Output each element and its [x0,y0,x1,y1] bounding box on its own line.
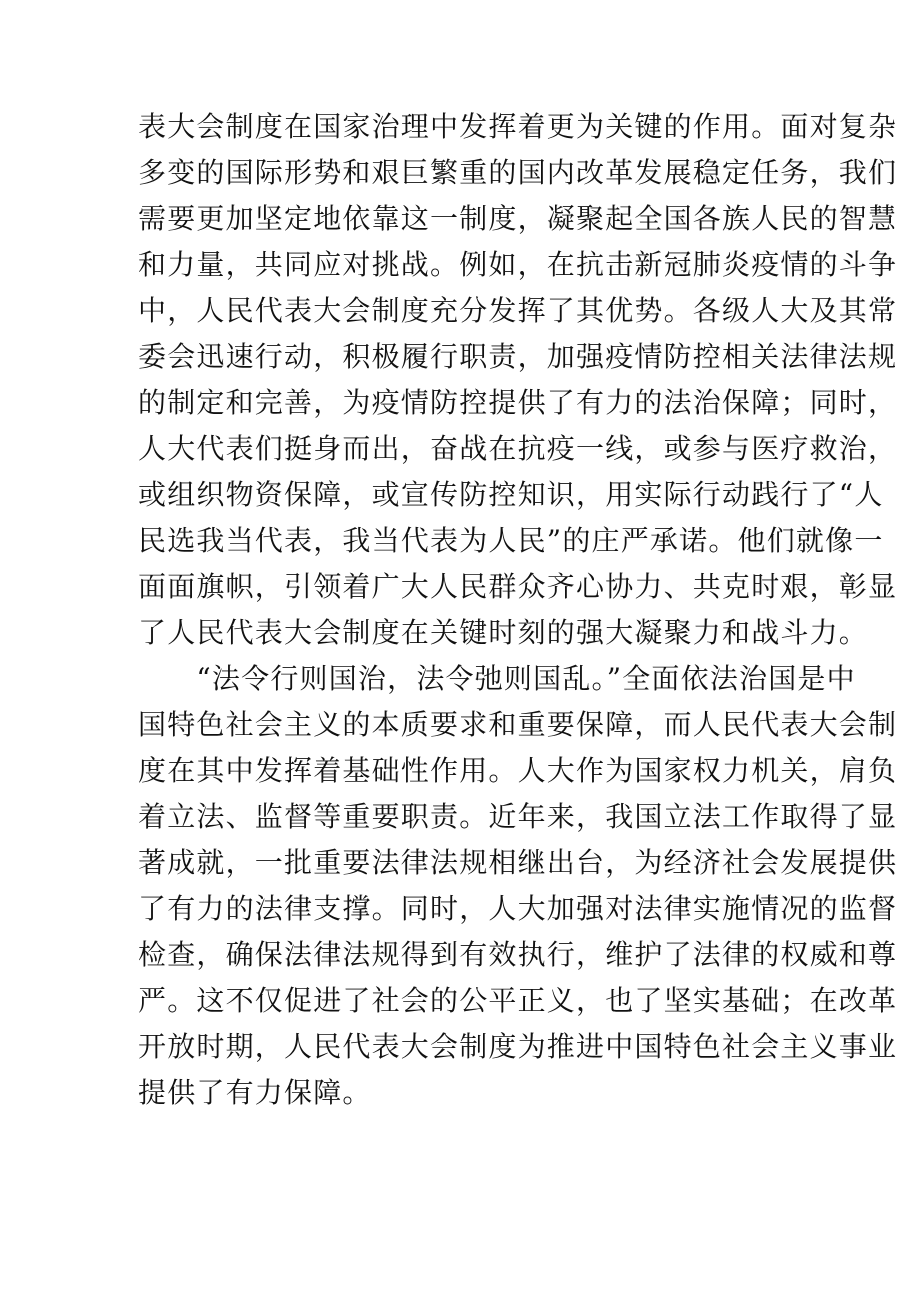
text-line: 了有力的法律支撑。同时，人大加强对法律实施情况的监督 [138,892,898,925]
paragraph-2 [138,656,898,1116]
text-line: 面面旗帜，引领着广大人民群众齐心协力、共克时艰，彰显 [138,570,898,603]
text-line: 开放时期，人民代表大会制度为推进中国特色社会主义事业 [138,1030,898,1063]
paragraph-1 [138,104,898,656]
text-line: 表大会制度在国家治理中发挥着更为关键的作用。面对复杂 [138,110,898,143]
text-line: 或组织物资保障，或宣传防控知识，用实际行动践行了“人 [138,478,884,511]
text-line: 严。这不仅促进了社会的公平正义，也了坚实基础；在改革 [138,984,898,1017]
text-line: “法令行则国治，法令弛则国乱。”全面依法治国是中 [138,662,856,695]
text-line: 人大代表们挺身而出，奋战在抗疫一线，或参与医疗救治， [138,432,898,465]
text-line: 和力量，共同应对挑战。例如，在抗击新冠肺炎疫情的斗争 [138,248,898,281]
text-line: 了人民代表大会制度在关键时刻的强大凝聚力和战斗力。 [138,616,869,649]
text-line: 需要更加坚定地依靠这一制度，凝聚起全国各族人民的智慧 [138,202,898,235]
text-line: 度在其中发挥着基础性作用。人大作为国家权力机关，肩负 [138,754,898,787]
text-line: 着立法、监督等重要职责。近年来，我国立法工作取得了显 [138,800,898,833]
text-line: 的制定和完善，为疫情防控提供了有力的法治保障；同时， [138,386,898,419]
text-line: 著成就，一批重要法律法规相继出台，为经济社会发展提供 [138,846,898,879]
text-line: 中，人民代表大会制度充分发挥了其优势。各级人大及其常 [138,294,898,327]
body-text [138,104,898,1116]
text-line: 国特色社会主义的本质要求和重要保障，而人民代表大会制 [138,708,898,741]
text-line: 民选我当代表，我当代表为人民”的庄严承诺。他们就像一 [138,524,884,557]
text-line: 检查，确保法律法规得到有效执行，维护了法律的权威和尊 [138,938,898,971]
text-line: 多变的国际形势和艰巨繁重的国内改革发展稳定任务，我们 [138,156,898,189]
text-line: 委会迅速行动，积极履行职责，加强疫情防控相关法律法规 [138,340,898,373]
text-line: 提供了有力保障。 [138,1076,372,1109]
